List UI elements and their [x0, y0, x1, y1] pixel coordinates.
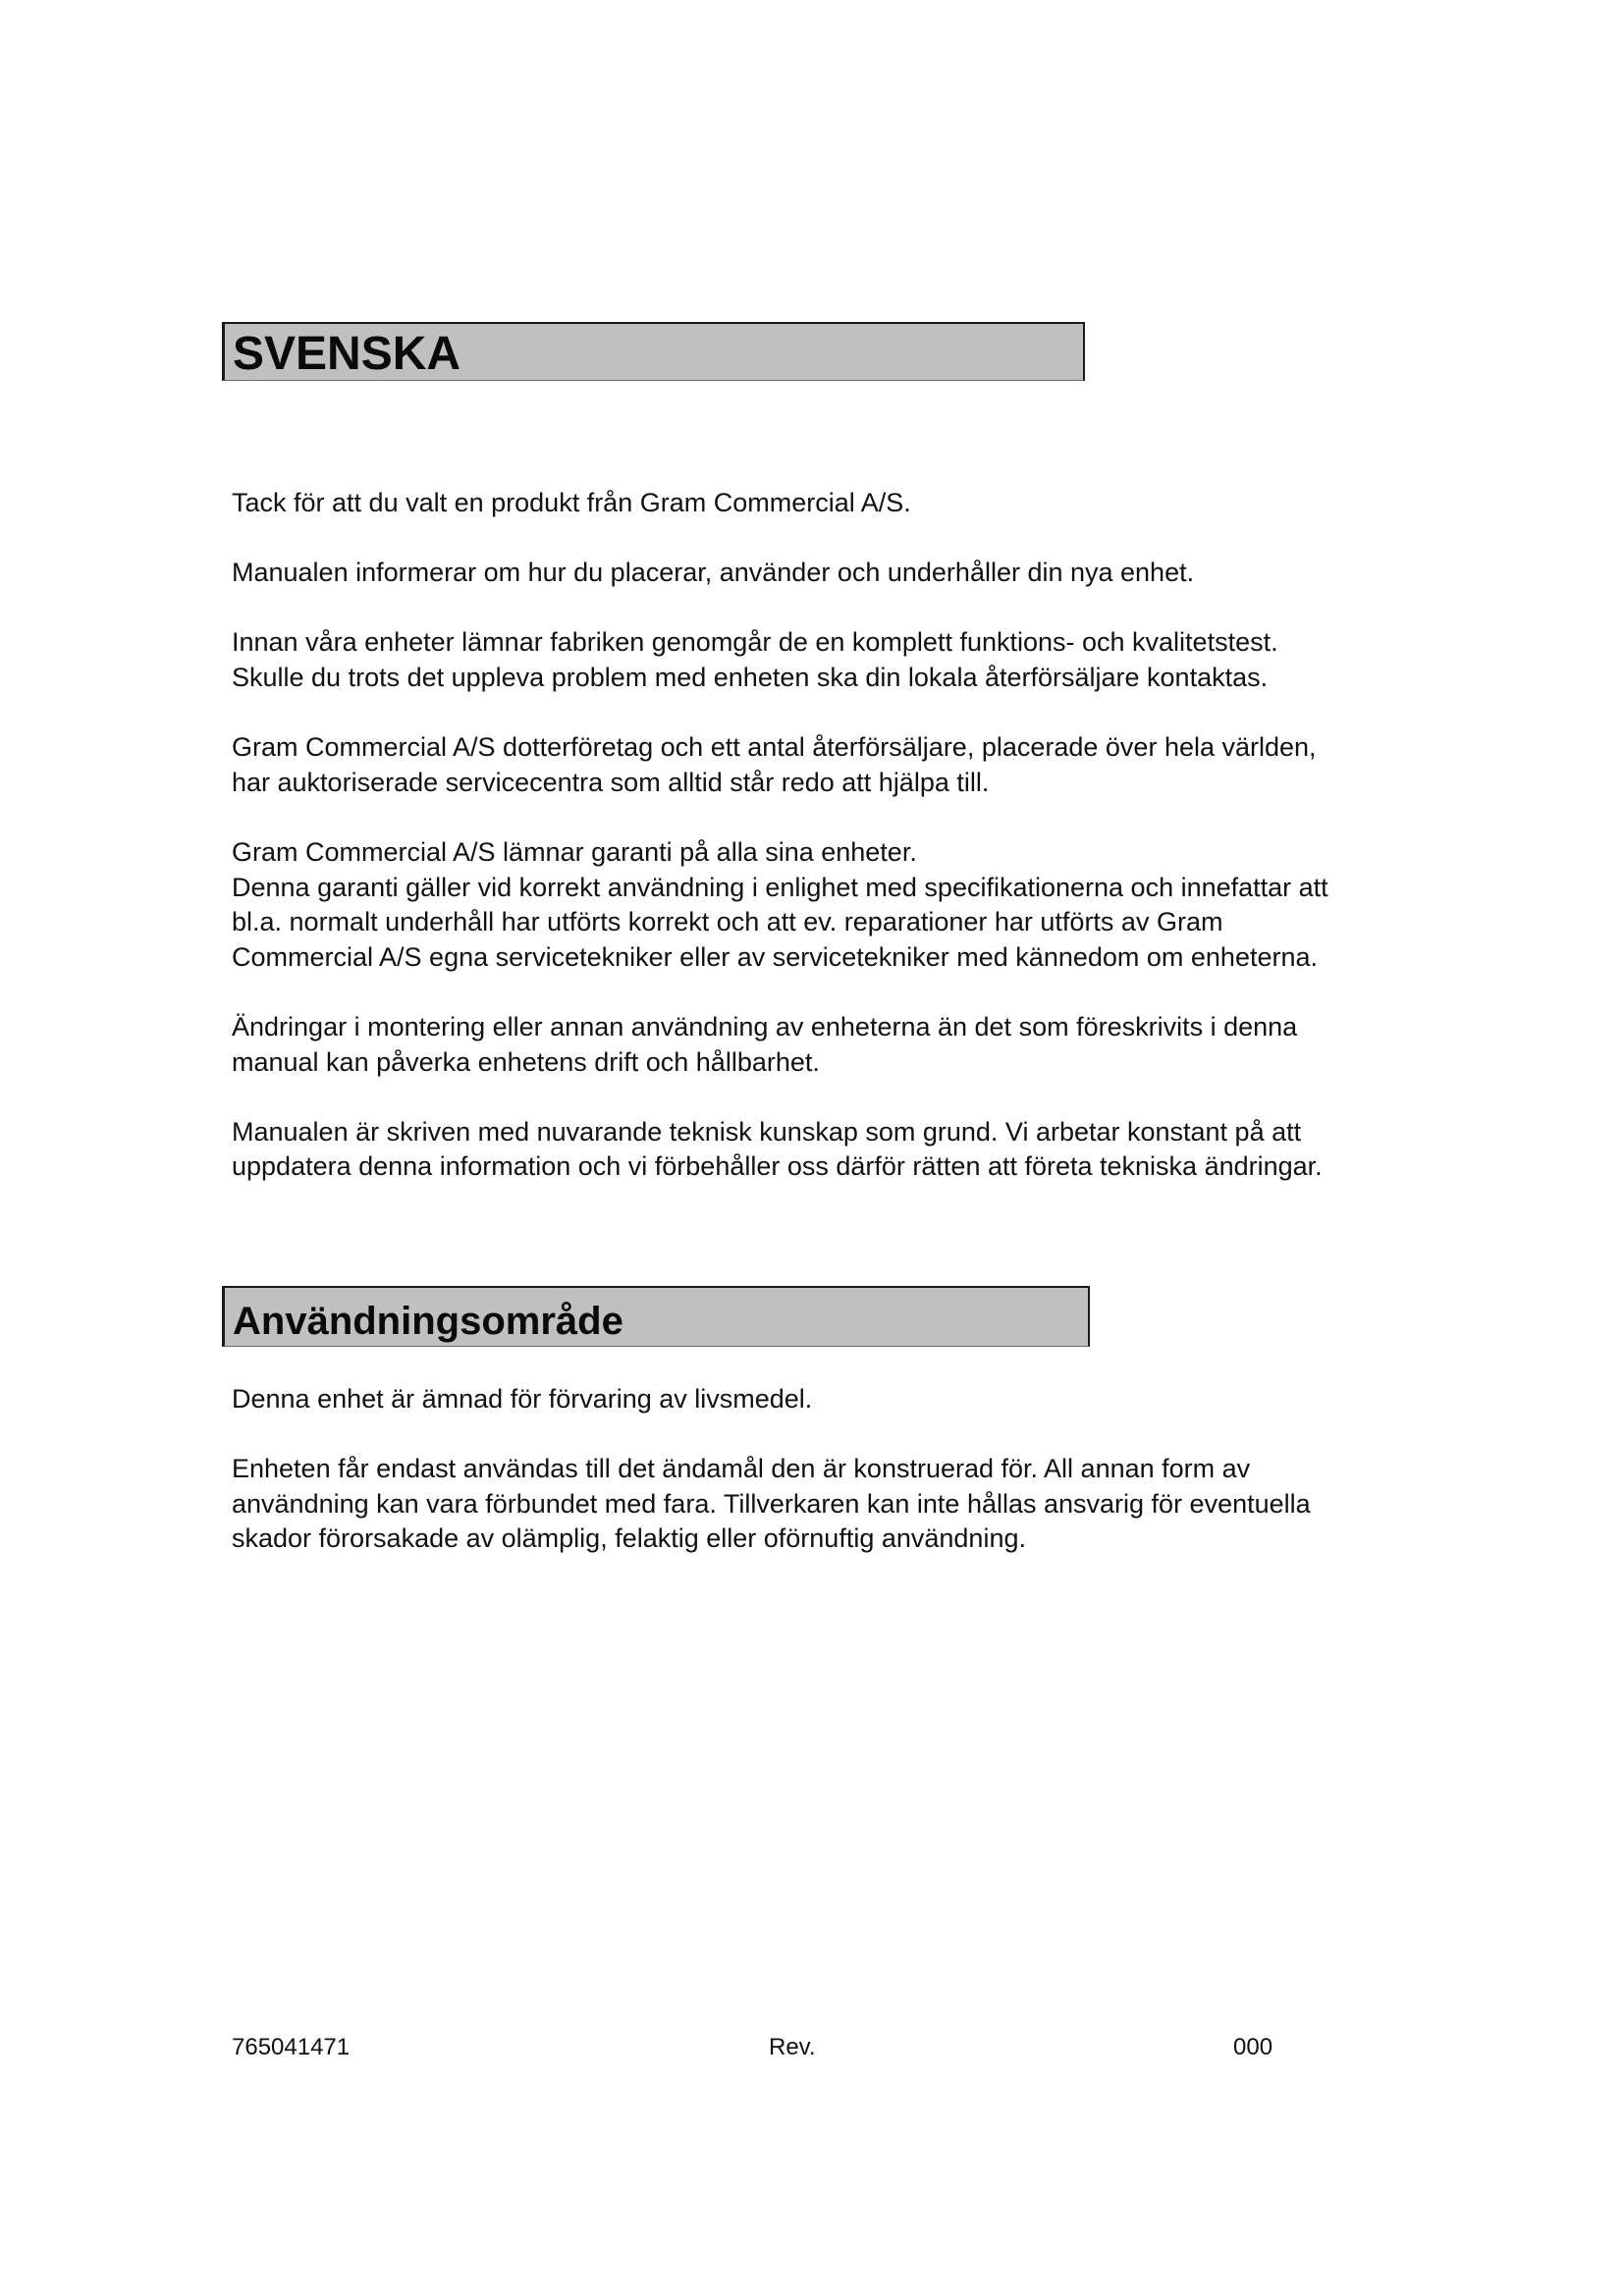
section-body-anvandningsomrade [232, 1382, 1547, 1557]
paragraph [232, 556, 1547, 591]
text-line: bl.a. normalt underhåll har utförts korrekt och att ev. reparationer har utförts av Gram [232, 907, 1223, 937]
text-line: Denna garanti gäller vid korrekt användning i enlighet med specifikationerna och innefattar att [232, 872, 1328, 902]
text-line: Manualen är skriven med nuvarande teknisk kunskap som grund. Vi arbetar konstant på att [232, 1116, 1302, 1147]
text-line: användning kan vara förbundet med fara. Tillverkaren kan inte hållas ansvarig för eventuella [232, 1488, 1311, 1519]
text-line: Innan våra enheter lämnar fabriken genomgår de en komplett funktions- och kvalitetstest. [232, 627, 1278, 658]
paragraph [232, 730, 1547, 800]
paragraph [232, 1452, 1547, 1557]
paragraph [232, 835, 1547, 975]
text-line: uppdatera denna information och vi förbehåller oss därför rätten att företa tekniska ändringar. [232, 1151, 1323, 1182]
text-line: Commercial A/S egna servicetekniker eller av servicetekniker med kännedom om enheterna. [232, 941, 1319, 972]
paragraph [232, 1010, 1547, 1080]
section-heading-text: SVENSKA [233, 327, 461, 380]
section-heading-anvandningsomrade [222, 1286, 1090, 1347]
paragraph [232, 625, 1547, 695]
text-line: Tack för att du valt en produkt från Gram Commercial A/S. [232, 488, 911, 517]
text-line: manual kan påverka enhetens drift och hållbarhet. [232, 1046, 820, 1077]
section-heading-text: Användningsområde [233, 1299, 623, 1343]
text-line: Ändringar i montering eller annan användning av enheterna än det som föreskrivits i denna [232, 1011, 1298, 1041]
footer-revision-label: Rev. [769, 2034, 816, 2060]
footer-document-number: 765041471 [232, 2034, 351, 2060]
paragraph [232, 1115, 1547, 1185]
text-line: skador förorsakade av olämplig, felaktig eller oförnuftig användning. [232, 1523, 1026, 1554]
footer-revision-value: 000 [1233, 2034, 1273, 2060]
text-line: har auktoriserade servicecentra som alltid står redo att hjälpa till. [232, 767, 990, 797]
text-line: Enheten får endast användas till det ändamål den är konstruerad för. All annan form av [232, 1454, 1251, 1484]
text-line: Denna enhet är ämnad för förvaring av livsmedel. [232, 1384, 813, 1414]
text-line: Skulle du trots det uppleva problem med enheten ska din lokala återförsäljare kontaktas. [232, 662, 1269, 692]
text-line: Gram Commercial A/S lämnar garanti på alla sina enheter. [232, 836, 917, 867]
paragraph [232, 486, 1547, 521]
text-line: Manualen informerar om hur du placerar, använder och underhåller din nya enhet. [232, 558, 1195, 588]
text-line: Gram Commercial A/S dotterföretag och ett antal återförsäljare, placerade över hela världen, [232, 732, 1317, 763]
section-body-svenska [232, 486, 1547, 1185]
section-heading-svenska [222, 322, 1085, 381]
paragraph [232, 1382, 1547, 1417]
